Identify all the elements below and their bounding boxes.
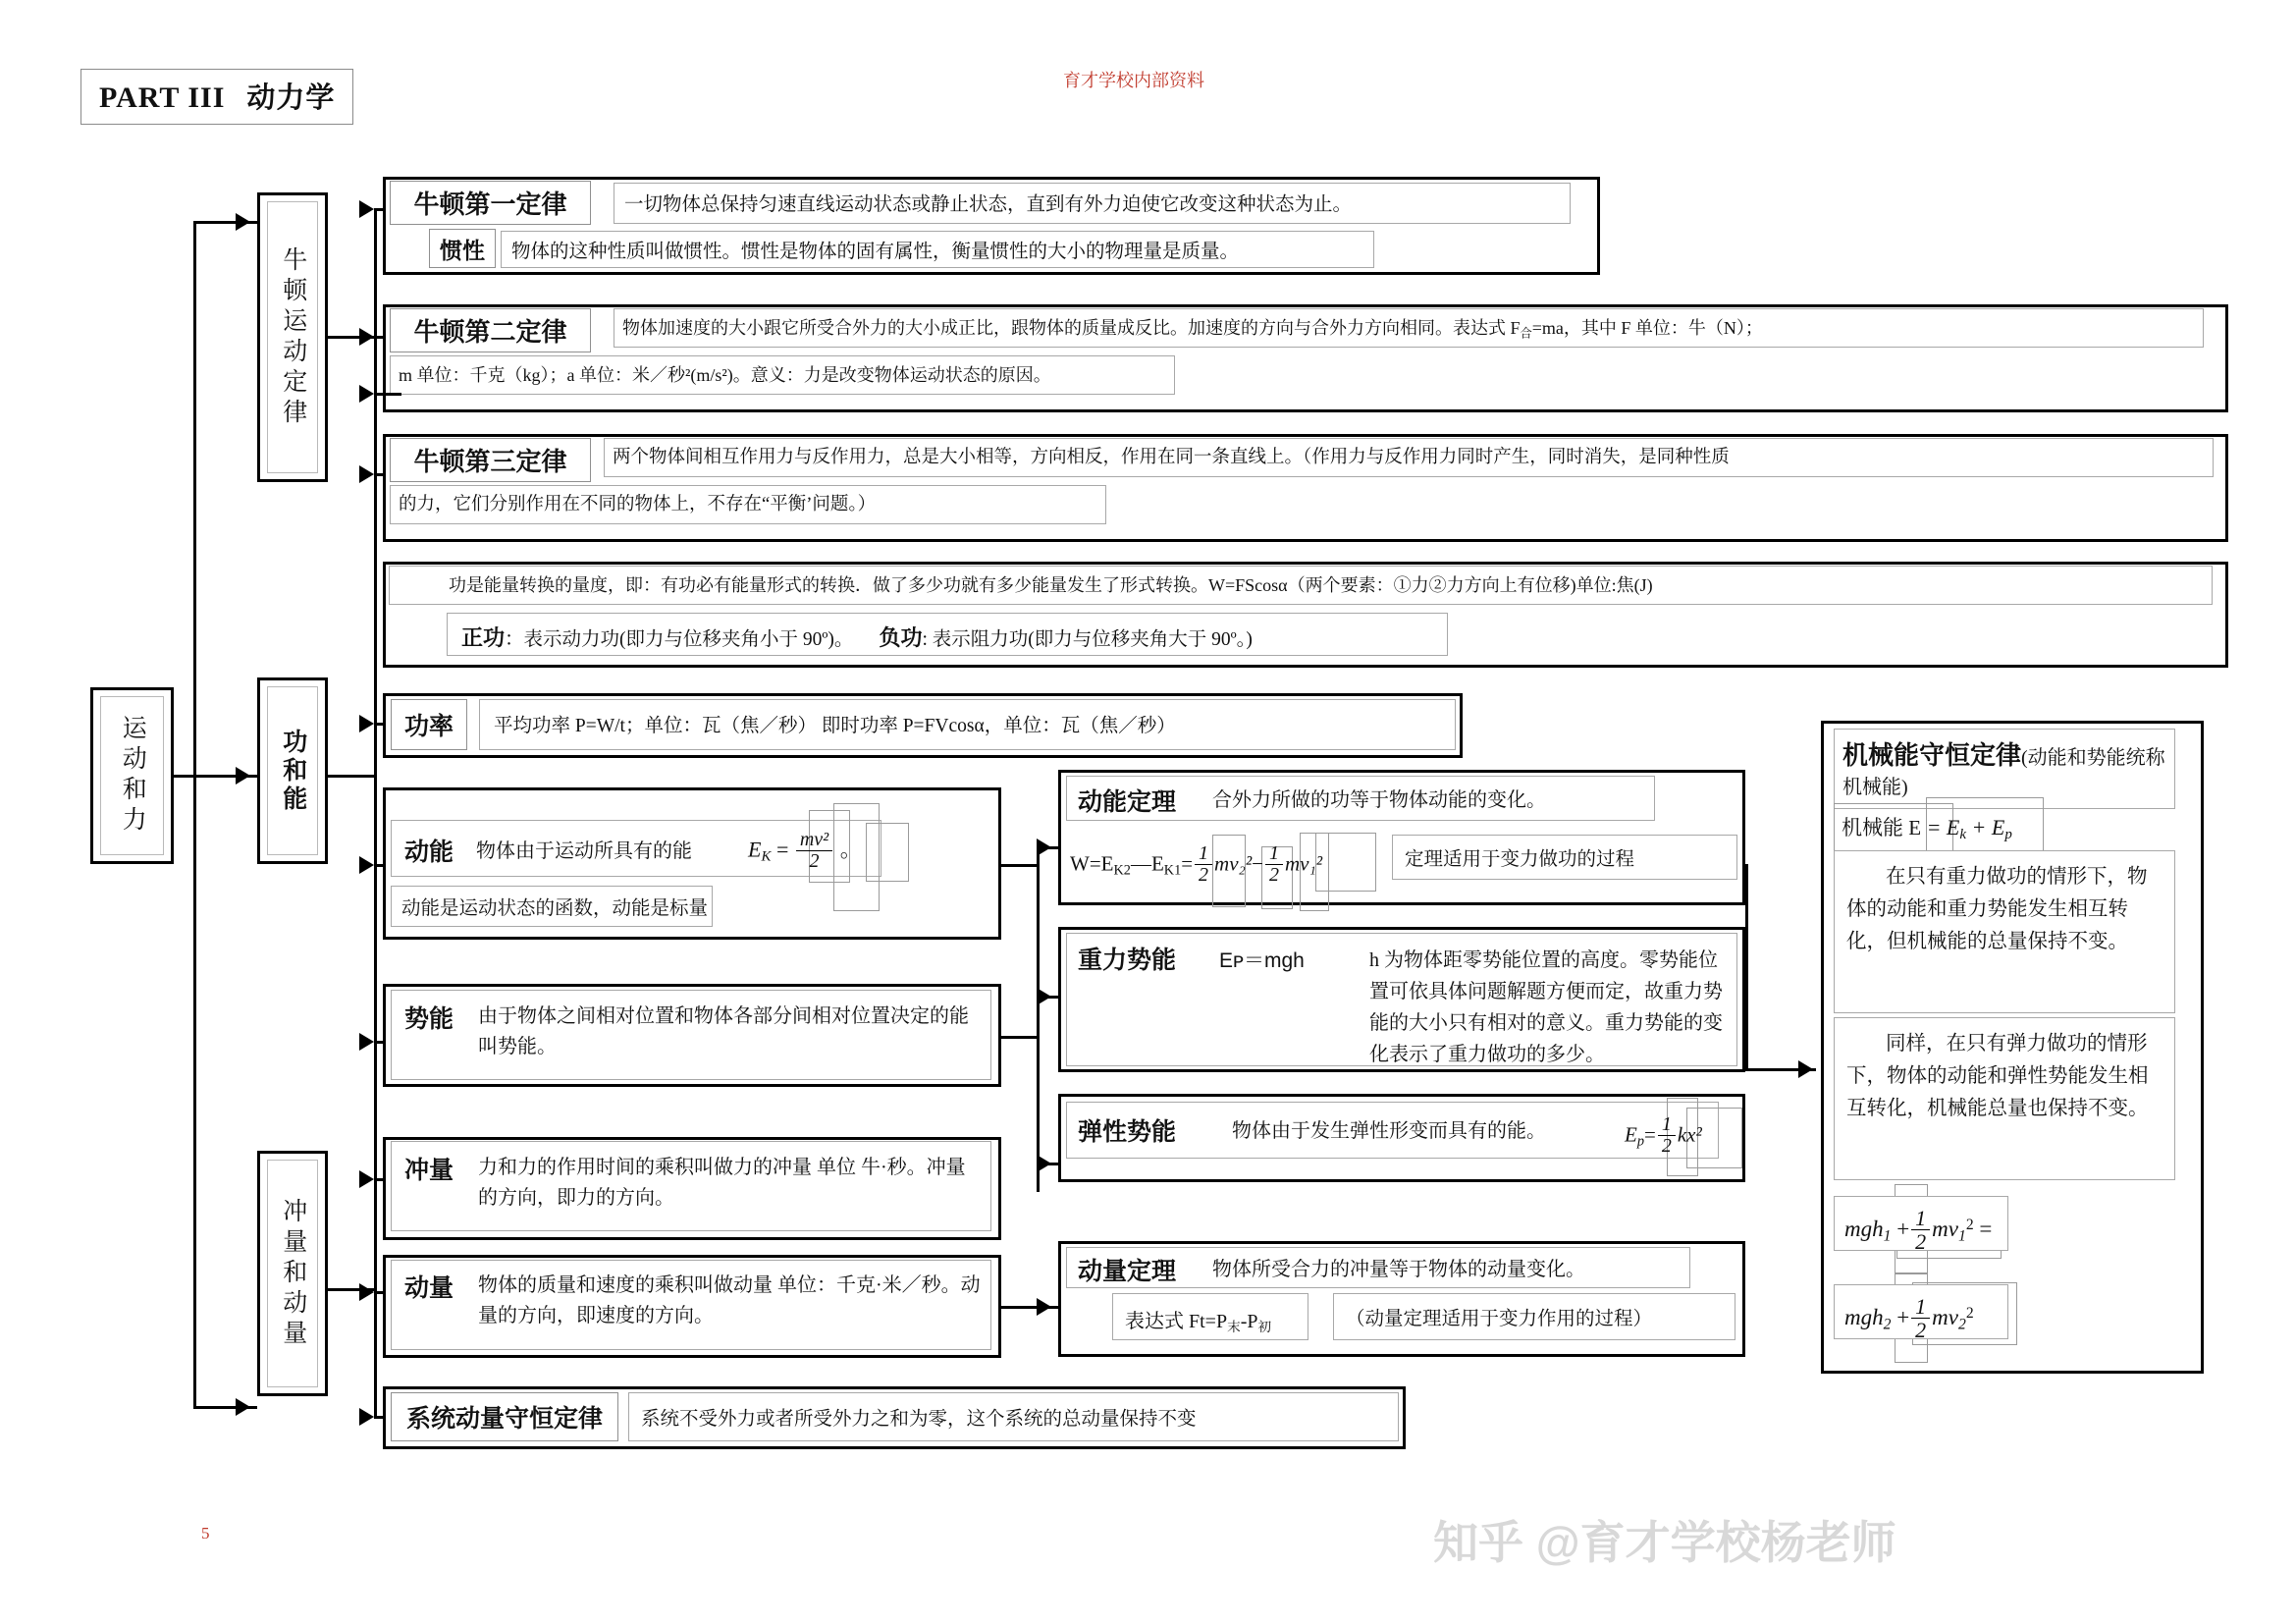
me-f-subp: p [2004, 827, 2012, 843]
gravity-pe-formula-text: Eᴘ＝mgh [1219, 949, 1305, 972]
newton-law3-l2: 的力，它们分别作用在不同的物体上，不存在“平衡’问题。） [399, 495, 877, 514]
arrow-kinetic [359, 856, 374, 874]
connector-work-spine [374, 393, 377, 1276]
work-potential-body [478, 1001, 979, 1062]
me-f-plus: + E [1971, 815, 2005, 839]
impulse-dongliang-body-text: 物体的质量和速度的乘积叫做动量 单位：千克·米／秒。动量的方向，即速度的方向。 [478, 1274, 981, 1326]
elastic-pe-title-text: 弹性势能 [1078, 1118, 1177, 1146]
me-eq2-mvsub: 2 [1958, 1316, 1966, 1333]
work-gong-positive-label: 正功 [461, 625, 506, 650]
work-gong-positive-body: ：表示动力功(即力与位移夹角小于 90º)。 [505, 629, 854, 650]
me-f-body: = E [1926, 815, 1960, 839]
arrow-impulse [236, 1398, 250, 1416]
elastic-pe-formula: $E_p=$ $\frac{1}{2}$ kx² [1625, 1113, 1702, 1157]
arrow-gong [359, 385, 374, 403]
ek-eq: = [775, 837, 789, 862]
newton-law3-title [390, 438, 591, 482]
newton-law3-body-line1 [604, 438, 2214, 477]
newton-law2-title-text: 牛顿第二定律 [413, 317, 567, 347]
kt-sub2: K1 [1163, 862, 1182, 879]
me-eq1-a: mgh [1844, 1216, 1884, 1241]
work-gong-negative-label: 负功 [879, 625, 923, 650]
me-eq2-plus: + [1896, 1304, 1910, 1329]
ek-num: mv² [796, 830, 832, 851]
watermark: 知乎 @育才学校杨老师 [1433, 1517, 1896, 1568]
me-eq1-mvsub: 1 [1958, 1227, 1966, 1245]
gravity-pe-body [1369, 945, 1728, 1070]
work-power-title [391, 699, 467, 750]
newton-inertia-title [429, 229, 496, 268]
me-title-rest: (动能和势能统称机械能) [1842, 747, 2165, 798]
momentum-theorem-body-text: 物体所受合力的冲量等于物体的动量变化。 [1212, 1259, 1585, 1280]
work-kinetic-title-text: 动能 [404, 839, 454, 866]
mt-sub2: 初 [1257, 1319, 1272, 1334]
newton-law1-title [390, 181, 591, 225]
work-gong-body-text: 功是能量转换的量度，即：有功必有能量形式的转换．做了多少功就有多少能量发生了形式转换。W=FScosα（两个要素：①力②力方向上有位移)单位:焦(J) [449, 575, 1653, 595]
work-kinetic-formula [748, 831, 862, 873]
work-potential-body-text: 由于物体之间相对位置和物体各部分间相对位置决定的能叫势能。 [478, 1005, 969, 1057]
gravity-pe-body-text: h 为物体距零势能位置的高度。零势能位置可依具体问题解题方便而定，故重力势能的大小只有相对的意义。重力势能的变化表示了重力做功的多少。 [1369, 949, 1723, 1065]
kt-op: − [1252, 851, 1263, 876]
newton-law2-l1a: 物体加速度的大小跟它所受合外力的大小成正比，跟物体的质量成反比。加速度的方向与合外力方向相同。表达式 F [622, 318, 1521, 338]
impulse-chongliang-body-text: 力和力的作用时间的乘积叫做力的冲量 单位 牛·秒。冲量的方向，即力的方向。 [478, 1157, 966, 1209]
me-eq2-a: mgh [1844, 1304, 1884, 1329]
mechanical-energy-para2 [1834, 1017, 2175, 1180]
momentum-theorem-body [1212, 1255, 1585, 1284]
arrow-law2 [359, 328, 374, 346]
impulse-dongliang-body [478, 1271, 981, 1331]
momentum-theorem-title [1078, 1252, 1176, 1287]
work-potential-title [404, 1000, 454, 1035]
impulse-dongliang-title [404, 1269, 454, 1304]
newton-law2-l2: m 单位：千克（kg）；a 单位：米／秒²(m/s²)。意义：力是改变物体运动状态的原因。 [399, 365, 1051, 385]
connector-trunk-vertical [193, 221, 196, 1409]
momentum-conservation-title [391, 1392, 618, 1441]
mt-sub1: 末 [1227, 1319, 1241, 1334]
momentum-conservation-body [628, 1392, 1399, 1441]
newton-law3-l1: 两个物体间相互作用力与反作用力，总是大小相等，方向相反，作用在同一条直线上。（作用力与反作用力同时产生，同时消失，是同种性质 [613, 448, 1730, 467]
me-f-lead: 机械能 E [1842, 816, 1922, 839]
newton-law2-l1sub: 合 [1520, 326, 1532, 341]
connector-impulse-spine [374, 1178, 377, 1419]
newton-law2-body-line1 [614, 308, 2204, 348]
me-f-subk: k [1959, 827, 1967, 843]
mt-prefix: 表达式 Ft=P [1125, 1311, 1228, 1332]
kinetic-theorem-title [1078, 783, 1176, 818]
me-title-bold: 机械能守恒定律 [1842, 740, 2022, 770]
newton-law3-body-line2 [390, 485, 1106, 524]
work-kinetic-title [404, 833, 454, 868]
work-gong-posneg [447, 613, 1448, 656]
epe-tail: kx² [1677, 1122, 1702, 1147]
ek-den: 2 [809, 850, 820, 872]
connector-mid-a [1001, 864, 1039, 867]
mechanical-energy-eq2: mgh$_2$ + $\frac{1}{2}$ $mv_2^2$ [1834, 1284, 2008, 1339]
impulse-chongliang-body [478, 1153, 981, 1214]
branch-newton-label: 牛顿运动定律 [267, 201, 318, 473]
page-number: 5 [201, 1524, 210, 1543]
work-power-body-text: 平均功率 P=W/t；单位：瓦（焦／秒） 即时功率 P=FVcosα，单位：瓦（焦／秒） [494, 716, 1176, 736]
momentum-conservation-title-text: 系统动量守恒定律 [405, 1405, 603, 1433]
header-note: 育才学校内部资料 [1063, 71, 1204, 90]
connector-mid-spine [1037, 846, 1040, 1192]
me-eq1-plus: + [1896, 1216, 1910, 1241]
kinetic-theorem-note [1392, 835, 1737, 880]
kinetic-theorem-note-text: 定理适用于变力做功的过程 [1405, 849, 1635, 870]
impulse-dongliang-title-text: 动量 [404, 1274, 454, 1302]
gravity-pe-formula [1219, 945, 1305, 974]
branch-impulse-label: 冲量和动量 [267, 1160, 318, 1387]
newton-inertia-body-text: 物体的这种性质叫做惯性。惯性是物体的固有属性，衡量惯性的大小的物理量是质量。 [511, 242, 1240, 262]
arrow-work [236, 767, 250, 785]
kt-mv2: mv₂² [1214, 851, 1253, 876]
elastic-pe-body-text: 物体由于发生弹性形变而具有的能。 [1232, 1120, 1546, 1142]
arrow-kinetic-theorem [1037, 839, 1051, 856]
arrow-conservation [359, 1408, 374, 1426]
arrow-power [359, 715, 374, 732]
me-para2-text: 同样，在只有弹力做功的情形下，物体的动能和弹性势能发生相互转化，机械能总量也保持不变。 [1846, 1033, 2149, 1120]
part-title-cn: 动力学 [246, 82, 336, 114]
work-power-title-text: 功率 [403, 713, 454, 740]
mt-minus: -P [1240, 1311, 1258, 1332]
work-kinetic-note [391, 886, 713, 927]
work-kinetic-body-text: 物体由于运动所具有的能 [476, 840, 692, 862]
arrow-dongliang [359, 1283, 374, 1301]
work-gong-negative-body: : 表示阻力功(即力与位移夹角大于 90º。) [922, 629, 1253, 650]
momentum-conservation-body-text: 系统不受外力或者所受外力之和为零，这个系统的总动量保持不变 [641, 1409, 1197, 1430]
kt-sub1: K2 [1113, 862, 1131, 879]
newton-inertia-title-text: 惯性 [440, 237, 485, 263]
momentum-theorem-note-text: （动量定理适用于变力作用的过程） [1346, 1309, 1653, 1329]
arrow-elastic-pe [1037, 1155, 1051, 1172]
arrow-law3 [359, 465, 374, 483]
newton-law1-body [614, 183, 1571, 224]
gravity-pe-title-text: 重力势能 [1078, 947, 1177, 974]
kt-mv1: mv₁² [1284, 851, 1323, 876]
newton-law2-body-line2 [390, 355, 1175, 395]
arrow-law1 [359, 200, 374, 218]
work-kinetic-body [476, 837, 692, 866]
momentum-theorem-note [1333, 1293, 1735, 1340]
connector-right-spine [1745, 864, 1748, 1070]
kinetic-theorem-formula: $W=E_{K2}—E_{K1}=$ $\frac{1}{2}$ mv₂²− $\frac{1}{2}$ mv₁² [1070, 842, 1323, 886]
newton-law2-title [390, 308, 591, 352]
newton-law1-body-text: 一切物体总保持匀速直线运动状态或静止状态，直到有外力迫使它改变这种状态为止。 [624, 194, 1353, 215]
part-label: PART III [99, 81, 226, 114]
root-node-label: 运动和力 [100, 696, 164, 855]
epe-eq: = [1643, 1122, 1656, 1147]
kinetic-theorem-body [1212, 785, 1546, 815]
branch-newton[interactable] [257, 192, 328, 482]
mechanical-energy-title-box [1834, 729, 2175, 809]
arrow-chongliang [359, 1170, 374, 1188]
kinetic-theorem-title-text: 动能定理 [1078, 788, 1177, 816]
work-gong-body [389, 566, 2213, 605]
impulse-chongliang-title [404, 1151, 454, 1186]
work-kinetic-note-text: 动能是运动状态的函数，动能是标量 [401, 898, 709, 919]
arrow-gravity-pe [1037, 988, 1051, 1005]
me-para1-text: 在只有重力做功的情形下，物体的动能和重力势能发生相互转化，但机械能的总量保持不变。 [1846, 866, 2148, 953]
elastic-pe-body [1232, 1116, 1546, 1146]
elastic-pe-title [1078, 1112, 1176, 1148]
me-eq1-sub: 1 [1883, 1227, 1892, 1245]
ek-lead: E [748, 837, 762, 862]
work-power-body [479, 699, 1456, 750]
branch-work[interactable] [257, 677, 328, 864]
branch-work-label: 功和能 [267, 686, 318, 855]
impulse-chongliang-title-text: 冲量 [404, 1157, 454, 1184]
epe-sub: p [1636, 1133, 1644, 1150]
newton-law2-l1b: =ma，其中 F 单位：牛（N）； [1531, 318, 1763, 338]
me-eq1-mv: mv [1932, 1216, 1958, 1241]
momentum-theorem-expr [1112, 1293, 1308, 1340]
me-eq2-sub: 2 [1883, 1316, 1892, 1333]
epe-lead: E [1625, 1122, 1637, 1147]
branch-impulse[interactable] [257, 1151, 328, 1396]
mechanical-energy-eq1: mgh$_1$ + $\frac{1}{2}$ $mv_1^2$ = [1834, 1196, 2008, 1251]
newton-inertia-body [501, 231, 1374, 268]
mechanical-energy-formula [1842, 813, 2012, 844]
root-node[interactable] [90, 687, 174, 864]
momentum-theorem-title-text: 动量定理 [1078, 1258, 1177, 1285]
me-eq1-end: = [1979, 1216, 1993, 1241]
arrow-mechanical-energy [1798, 1060, 1813, 1078]
kinetic-theorem-body-text: 合外力所做的功等于物体动能的变化。 [1212, 789, 1546, 811]
kt-minus: —E [1130, 851, 1164, 876]
connector-work-stub [328, 775, 377, 778]
newton-law3-title-text: 牛顿第三定律 [413, 447, 567, 476]
me-eq2-mv: mv [1932, 1304, 1958, 1329]
ek-tail: 。 [839, 837, 862, 862]
mechanical-energy-para1 [1834, 850, 2175, 1013]
page-title [80, 69, 353, 125]
work-potential-title-text: 势能 [404, 1005, 454, 1033]
connector-mid-b [1001, 1036, 1039, 1039]
gravity-pe-title [1078, 941, 1176, 976]
kt-prefix: W=E [1070, 851, 1114, 876]
arrow-potential [359, 1033, 374, 1051]
newton-law1-title-text: 牛顿第一定律 [413, 189, 567, 219]
kt-eq: = [1181, 851, 1194, 876]
arrow-newton [236, 213, 250, 231]
arrow-momentum-theorem [1037, 1298, 1051, 1316]
ek-sub: K [761, 848, 772, 865]
connector-work-l1 [374, 393, 401, 396]
